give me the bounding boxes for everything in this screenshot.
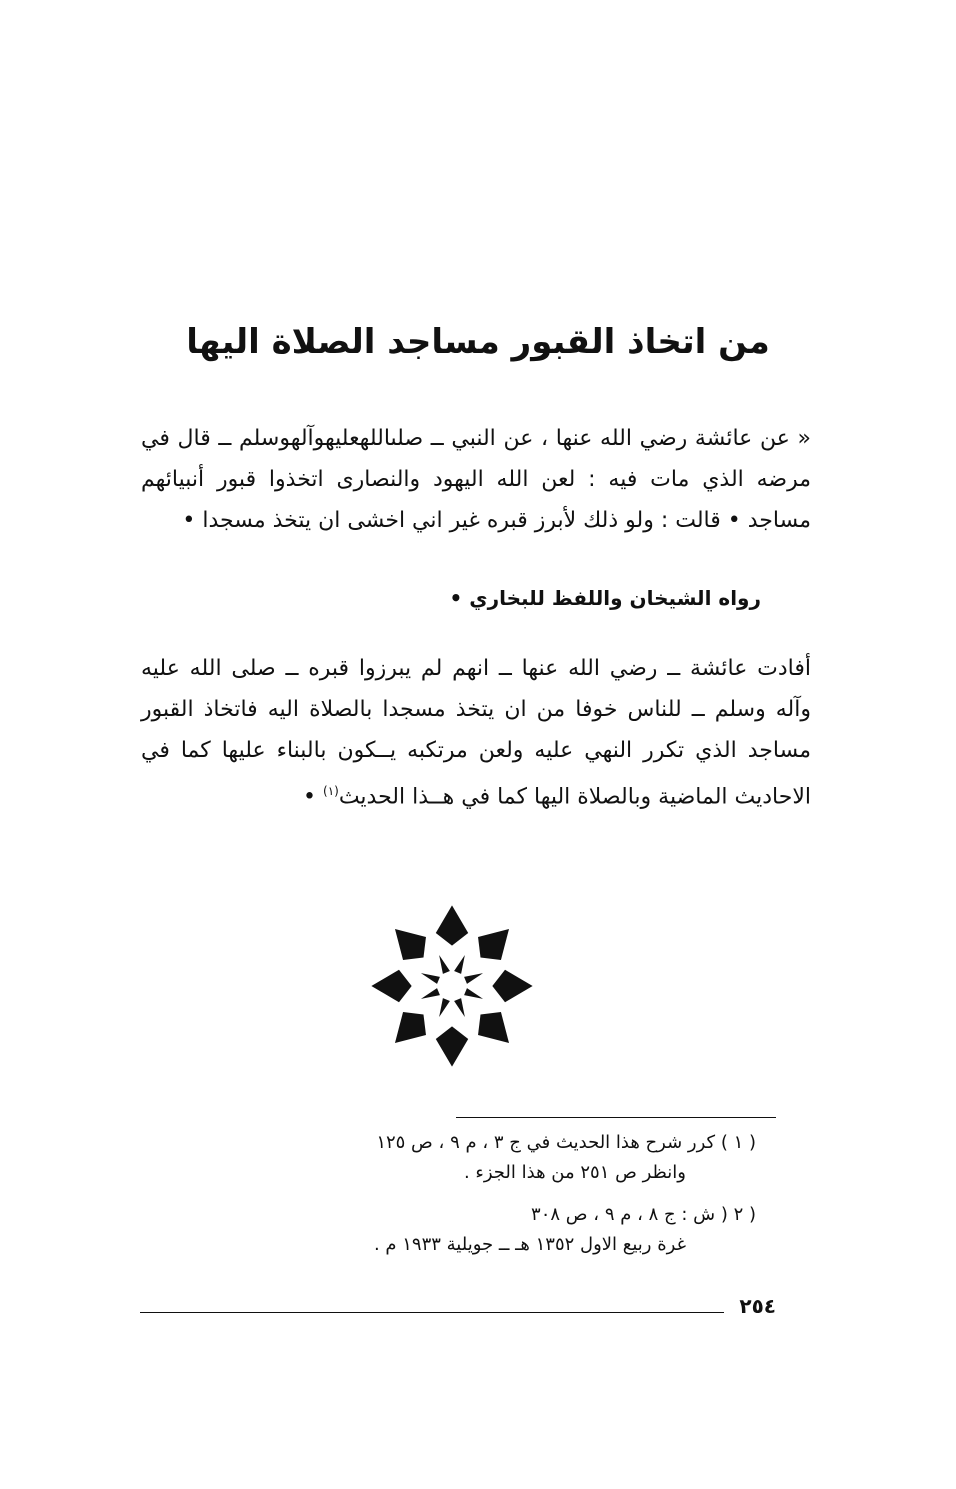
ornament-petal — [395, 929, 426, 960]
ornament-inner-point — [439, 955, 450, 974]
commentary-text: أفادت عائشة ــ رضي الله عنها ــ انهم لم يبرزوا قبره ــ صلى الله عليه وآله وسلم ــ للناس خوفا من ان يتخذ مسجدا بالصلاة اليه فاتخاذ القبور مساجد الذي تكرر النهي عليه ولعن مرتكبه يــكون بالبناء عليها كما في الاحاديث الماضية وبالصلاة اليها كما في هــذا الحديث — [141, 656, 811, 810]
page-title: من اتخاذ القبور مساجد الصلاة اليها — [186, 322, 770, 362]
narration-attribution: رواه الشيخان واللفظ للبخاري • — [449, 586, 761, 610]
page-number: ٢٥٤ — [739, 1294, 776, 1318]
hadith-text: « عن عائشة رضي الله عنها ، عن النبي ــ صلىاللهعليهوآلهوسلم ــ قال في مرضه الذي مات فيه : لعن الله اليهود والنصارى اتخذوا قبور أنبيائهم مساجد • قالت : ولو ذلك لأبرز قبره غير اني اخشى ان يتخذ مسجدا • — [141, 426, 811, 533]
ornament-petal — [395, 1012, 426, 1043]
footnote-1 — [196, 1128, 756, 1188]
ornament-petal — [478, 1012, 509, 1043]
footnote-1-line-2: وانظر ص ٢٥١ من هذا الجزء . — [463, 1162, 686, 1183]
ornament-petal — [492, 970, 532, 1002]
footnote-2 — [196, 1200, 756, 1260]
footnotes — [196, 1128, 756, 1272]
ornament-inner-point — [421, 988, 440, 999]
footnote-reference: (١) — [323, 784, 339, 798]
star-ornament-icon — [368, 900, 536, 1072]
commentary-end: • — [303, 784, 323, 810]
ornament-inner-point — [464, 988, 483, 999]
bottom-rule — [140, 1312, 724, 1313]
ornament-petal — [371, 970, 411, 1002]
ornament-inner-point — [454, 998, 465, 1017]
ornament-inner-point — [464, 973, 483, 984]
ornament-inner-point — [421, 973, 440, 984]
ornament-petal — [436, 905, 468, 945]
ornament-inner-point — [454, 955, 465, 974]
ornament-petal — [478, 929, 509, 960]
footnote-1-line-1: ( ١ ) كرر شرح هذا الحديث في ج ٣ ، م ٩ ، ص ١٢٥ — [376, 1132, 756, 1153]
footnote-2-line-1: ( ٢ ( ش : ج ٨ ، م ٩ ، ص ٣٠٨ — [531, 1204, 756, 1225]
commentary-paragraph — [141, 648, 811, 817]
footnote-separator — [456, 1117, 776, 1118]
ornament-petal — [436, 1026, 468, 1066]
ornament-inner-point — [439, 998, 450, 1017]
footnote-2-line-2: غرة ربيع الاول ١٣٥٢ هـ ــ جويلية ١٩٣٣ م . — [373, 1234, 686, 1255]
